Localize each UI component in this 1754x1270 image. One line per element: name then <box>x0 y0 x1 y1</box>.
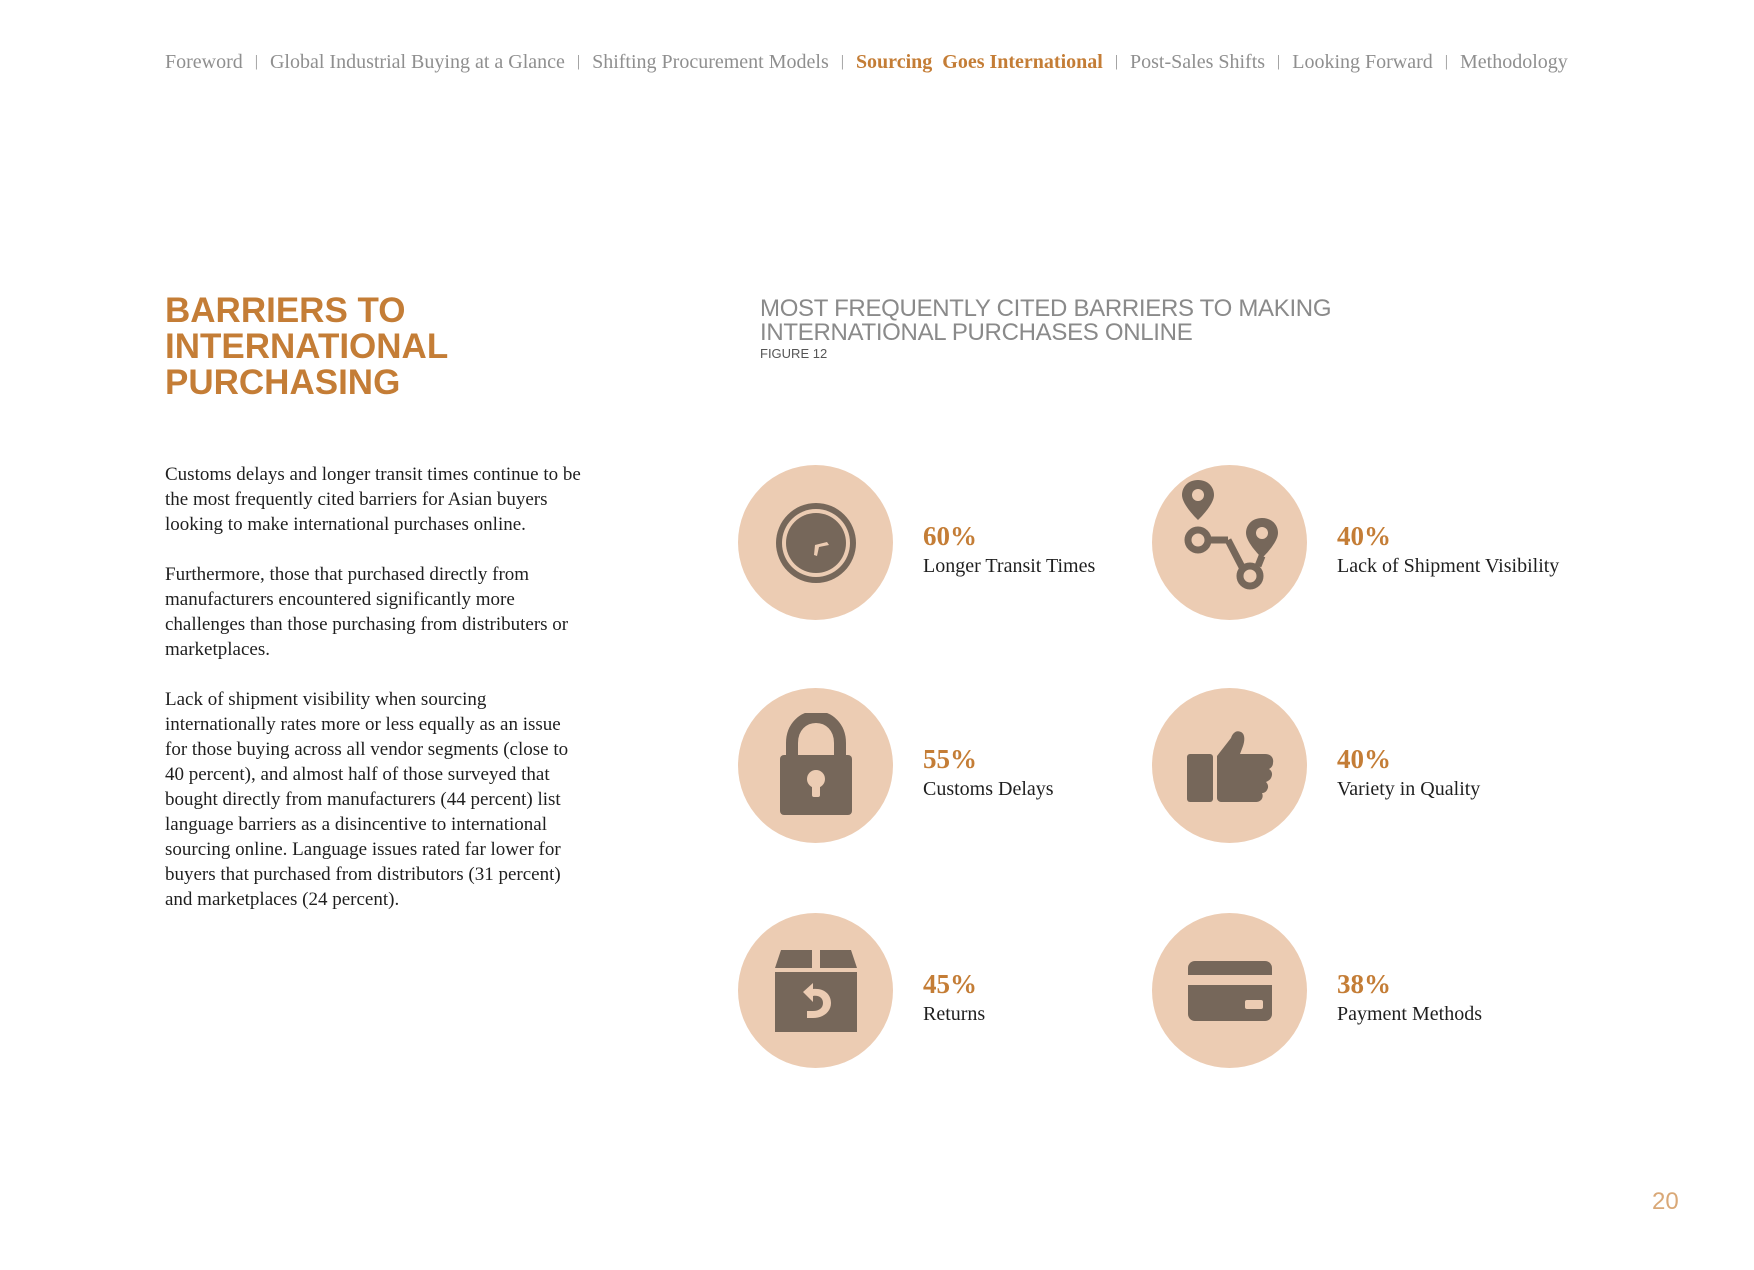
stat-label: Lack of Shipment Visibility <box>1337 555 1560 577</box>
nav-item-foreword[interactable]: Foreword <box>165 50 243 73</box>
top-navigation <box>165 47 1568 77</box>
stat-label: Longer Transit Times <box>923 555 1096 577</box>
page-number: 20 <box>1652 1188 1679 1215</box>
nav-separator: | <box>576 53 581 70</box>
stat-customs-delays <box>738 688 1158 848</box>
stat-label: Variety in Quality <box>1337 778 1481 800</box>
stat-variety-in-quality <box>1152 688 1572 848</box>
thumbs-up-icon <box>1185 728 1275 803</box>
body-text <box>165 462 585 937</box>
body-paragraph: Customs delays and longer transit times continue to be the most frequently cited barriers for Asian buyers looking to make international purchases online. <box>165 464 581 535</box>
nav-item-post-sales-shifts[interactable]: Post-Sales Shifts <box>1130 50 1266 73</box>
route-icon <box>1180 476 1280 591</box>
figure-title <box>760 297 1331 345</box>
nav-separator: | <box>1444 53 1448 70</box>
stat-longer-transit-times <box>738 465 1158 625</box>
stat-value: 40% <box>1337 521 1391 551</box>
figure-title-line: INTERNATIONAL PURCHASES ONLINE <box>760 319 1193 346</box>
stat-payment-methods <box>1152 913 1572 1073</box>
lock-icon <box>776 713 856 818</box>
stat-value: 40% <box>1337 744 1391 774</box>
icon-circle <box>738 688 893 843</box>
section-title <box>165 293 448 401</box>
stat-label: Customs Delays <box>923 778 1054 800</box>
nav-item-shifting-procurement-models[interactable]: Shifting Procurement Models <box>592 50 829 73</box>
stat-value: 55% <box>923 744 977 774</box>
nav-item-sourcing-goes-international[interactable]: Sourcing Goes International <box>855 50 1103 73</box>
nav-separator: | <box>1277 53 1281 70</box>
nav-separator: | <box>840 53 844 70</box>
stat-value: 45% <box>923 969 977 999</box>
icon-circle <box>1152 688 1307 843</box>
icon-circle <box>1152 465 1307 620</box>
nav-separator: | <box>254 53 258 70</box>
figure-label: FIGURE 12 <box>760 346 828 361</box>
nav-item-looking-forward[interactable]: Looking Forward <box>1292 50 1433 73</box>
nav-item-methodology[interactable]: Methodology <box>1460 50 1568 73</box>
stat-label: Payment Methods <box>1337 1003 1482 1025</box>
stat-value: 60% <box>923 521 977 551</box>
icon-circle <box>1152 913 1307 1068</box>
stat-returns <box>738 913 1158 1073</box>
icon-circle <box>738 465 893 620</box>
section-title-line: PURCHASING <box>165 363 401 402</box>
nav-item-global-industrial-buying[interactable]: Global Industrial Buying at a Glance <box>269 50 565 73</box>
icon-circle <box>738 913 893 1068</box>
return-box-icon <box>773 948 859 1034</box>
section-title-line: BARRIERS TO <box>165 291 406 330</box>
body-paragraph: Furthermore, those that purchased directly from manufacturers encountered significantly more challenges than those purchasing from distributers or marketplaces. <box>165 564 569 660</box>
stat-label: Returns <box>923 1003 986 1025</box>
credit-card-icon <box>1187 960 1273 1022</box>
figure-title-line: MOST FREQUENTLY CITED BARRIERS TO MAKING <box>760 295 1332 322</box>
nav-separator: | <box>1114 53 1119 70</box>
stat-value: 38% <box>1337 969 1391 999</box>
stat-lack-of-shipment-visibility <box>1152 465 1572 625</box>
body-paragraph: Lack of shipment visibility when sourcing internationally rates more or less equally as an issue for those buying across all vendor segments (close to 40 percent), and almost half of those surveyed that bought directly from manufacturers (44 percent) list language barriers as a disincentive to international sourcing online. Language issues rated far lower for buyers that purchased from distributors (31 percent) and marketplaces (24 percent). <box>165 689 569 910</box>
clock-icon <box>771 498 861 588</box>
section-title-line: INTERNATIONAL <box>165 327 449 366</box>
